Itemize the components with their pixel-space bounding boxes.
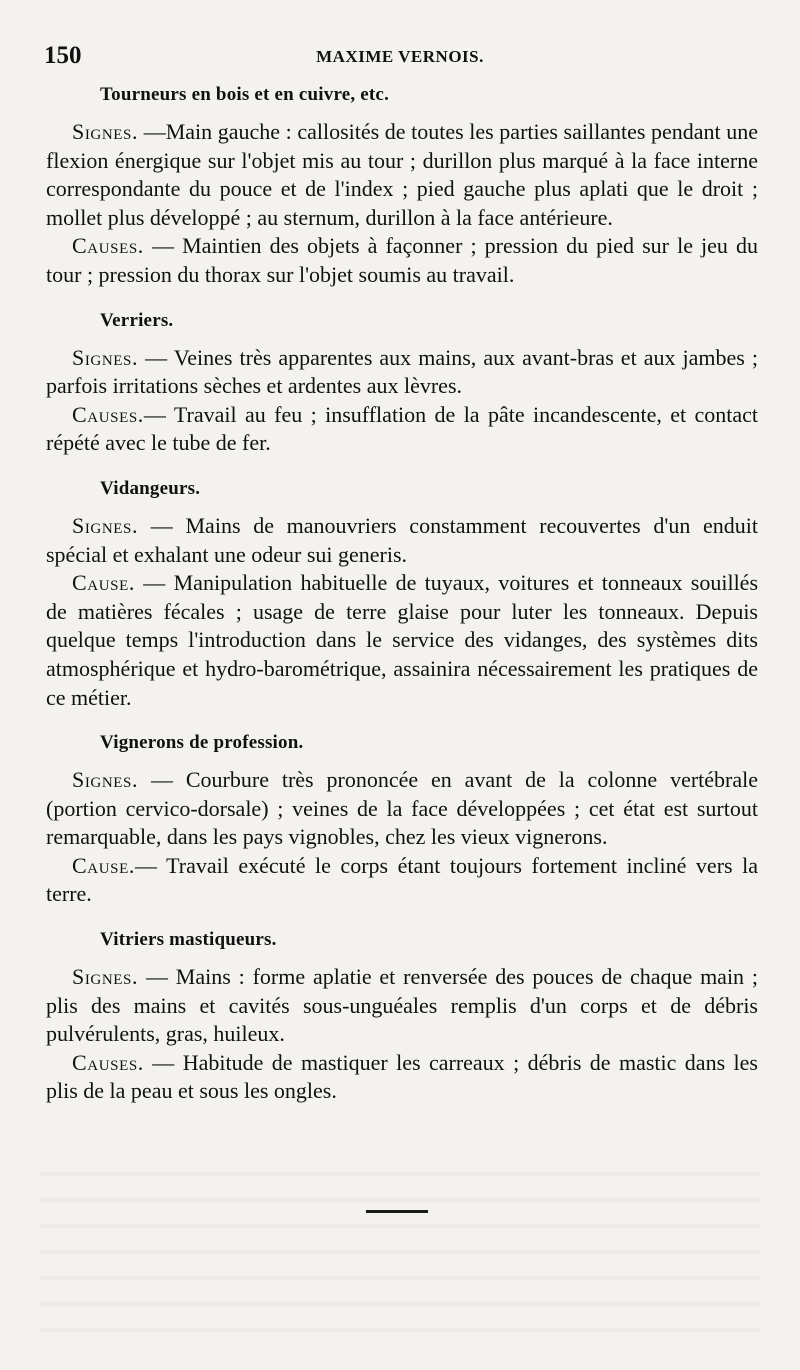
paragraph-label: Cause.	[72, 570, 135, 596]
paragraph-label: Signes.	[72, 344, 139, 370]
paragraph-separator: —	[138, 119, 166, 144]
paragraph-text: Main gauche : callosités de toutes les parties saillantes pendant une flexion énergique sur l'objet mis au tour ; durillon plus marqué à la face interne correspondante du pouce et de l'index ; pied gauche plus aplati que le droit ; mollet plus développé ; au sternum, durillon à la face antérieure.	[46, 119, 758, 230]
paragraph-text: Mains : forme aplatie et renversée des pouces de chaque main ; plis des mains et cavités sous-unguéales remplis d'un corps et de débris pulvérulents, gras, huileux.	[46, 964, 759, 1047]
paragraph-text: Manipulation habituelle de tuyaux, voitures et tonneaux souillés de matières fécales ; usage de terre glaise pour luter les tonneaux. Depuis quelque temps l'introduction dans le service des vidanges, des systèmes dits atmosphérique et hydro-barométrique, assainira nécessairement les pratiques de ce métier.	[46, 570, 759, 710]
paragraph-text: Courbure très prononcée en avant de la colonne vertébrale (portion cervico-dorsale) ; veines de la face développées ; cet état est surtout remarquable, dans les pays vignobles, chez les vieux vignerons.	[46, 767, 759, 850]
section-title: Vidangeurs.	[100, 477, 201, 499]
paragraph-cause	[46, 569, 758, 712]
page-body	[46, 84, 758, 1106]
paragraph-label: Causes.	[72, 401, 144, 427]
section-title: Vignerons de profession.	[100, 732, 304, 754]
section-verriers	[46, 310, 758, 458]
paragraph-signes	[46, 344, 758, 401]
paragraph-text: Travail au feu ; insufflation de la pâte incandescente, et contact répété avec le tube de fer.	[46, 401, 759, 456]
paragraph-separator: —	[138, 344, 174, 370]
paragraph-text: Mains de manouvriers constamment recouvertes d'un enduit spécial et exhalant une odeur sui generis.	[46, 512, 759, 567]
section-title: Vitriers mastiqueurs.	[100, 929, 277, 951]
paragraph-signes	[46, 963, 758, 1049]
paragraph-causes	[46, 1049, 758, 1106]
paragraph-separator: —	[134, 570, 174, 596]
paragraph-separator: —	[134, 852, 167, 878]
section-tourneurs	[46, 84, 758, 290]
paragraph-separator: —	[143, 1049, 183, 1075]
paragraph-causes	[46, 401, 758, 458]
paragraph-separator: —	[138, 512, 186, 538]
paragraph-separator: —	[138, 767, 186, 793]
paragraph-text: Maintien des objets à façonner ; pression du pied sur le jeu du tour ; pression du thorax sur l'objet soumis au travail.	[46, 233, 758, 287]
paragraph-signes	[46, 766, 758, 852]
closing-rule	[366, 1210, 428, 1213]
paragraph-text: Habitude de mastiquer les carreaux ; débris de mastic dans les plis de la peau et sous les ongles.	[46, 1049, 758, 1104]
paragraph-causes	[46, 232, 758, 289]
section-title: Verriers.	[100, 309, 174, 331]
paragraph-signes	[46, 118, 758, 232]
paragraph-label: Causes.	[72, 233, 144, 259]
paragraph-label: Causes.	[72, 1049, 144, 1075]
paragraph-label: Signes.	[72, 964, 139, 990]
section-vitriers	[46, 929, 758, 1106]
show-through-texture	[40, 1150, 760, 1350]
paragraph-cause	[46, 852, 758, 909]
paragraph-label: Signes.	[72, 512, 139, 538]
running-head: MAXIME VERNOIS.	[316, 47, 484, 66]
paragraph-signes	[46, 512, 758, 569]
section-title: Tourneurs en bois et en cuivre, etc.	[100, 84, 390, 105]
paragraph-separator: —	[138, 964, 176, 990]
section-vignerons	[46, 732, 758, 909]
page-header	[44, 42, 756, 72]
paragraph-separator: —	[143, 233, 183, 259]
paragraph-text: Travail exécuté le corps étant toujours fortement incliné vers la terre.	[46, 852, 758, 907]
paragraph-separator: —	[143, 401, 174, 427]
section-vidangeurs	[46, 478, 758, 712]
paragraph-label: Cause.	[72, 852, 135, 878]
paragraph-label: Signes.	[72, 119, 139, 144]
paragraph-label: Signes.	[72, 767, 139, 793]
paragraph-text: Veines très apparentes aux mains, aux avant-bras et aux jambes ; parfois irritations sèches et ardentes aux lèvres.	[46, 344, 759, 399]
page-number: 150	[44, 42, 82, 69]
